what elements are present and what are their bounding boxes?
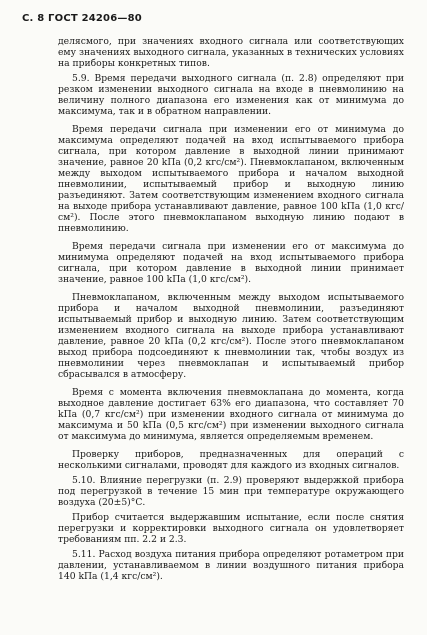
page-header: С. 8 ГОСТ 24206—80 <box>22 13 142 24</box>
paragraph: Время передачи сигнала при изменении его от минимума до максимума определяют подачей на вход испытываемого прибора сигнала, при котором давление в выходной линии принимают значение, равное 20 kПа (0,2 кгс/см²). Пневмоклапаном, включенным между выходом испытываемого прибора и началом выходной пневмолинии, испытываемый прибор и выходную линию разъединяют. Затем соответствующим изменением входного сигнала на выходе прибора устанавливают давление, равное 100 kПа (1,0 кгс/см²). После этого пневмоклапаном выходную линию подают в пневмолинию. <box>58 124 404 234</box>
paragraph: 5.9. Время передачи выходного сигнала (п. 2.8) определяют при резком изменении выходного сигнала на входе в пневмолинию на величину полного диапазона его изменения как от минимума до максимума, так и в обратном направлении. <box>58 73 404 117</box>
paragraph: 5.10. Влияние перегрузки (п. 2.9) проверяют выдержкой прибора под перегрузкой в течение 15 мин при температуре окружающего воздуха (20±5)°С. <box>58 475 404 508</box>
paragraph: Проверку приборов, предназначенных для операций с несколькими сигналами, проводят для каждого из входных сигналов. <box>58 449 404 471</box>
body-text <box>58 36 404 586</box>
paragraph: делясмого, при значениях входного сигнала или соответствующих ему значениях выходного сигнала, указанных в технических условиях на приборы конкретных типов. <box>58 36 404 69</box>
paragraph: Прибор считается выдержавшим испытание, если после снятия перегрузки и корректировки выходного сигнала он удовлетворяет требованиям пп. 2.2 и 2.3. <box>58 512 404 545</box>
paragraph: 5.11. Расход воздуха питания прибора определяют ротаметром при давлении, устанавливаемом в линии воздушного питания прибора 140 kПа (1,4 кгс/см²). <box>58 549 404 582</box>
paragraph: Время передачи сигнала при изменении его от максимума до минимума определяют подачей на вход испытываемого прибора сигнала, при котором давление в выходной линии принимает значение, равное 100 kПа (1,0 кгс/см²). <box>58 241 404 285</box>
paragraph: Пневмоклапаном, включенным между выходом испытываемого прибора и началом выходной пневмолинии, разъединяют испытываемый прибор и выходную линию. Затем соответствующим изменением входного сигнала на выходе прибора устанавливают давление, равное 20 kПа (0,2 кгс/см²). После этого пневмоклапаном выход прибора подсоединяют к пневмолинии так, чтобы воздух из пневмолинии через пневмоклапан и испытываемый прибор сбрасывался в атмосферу. <box>58 292 404 380</box>
paragraph: Время с момента включения пневмоклапана до момента, когда выходное давление достигает 63% его диапазона, что составляет 70 kПа (0,7 кгс/см²) при изменении входного сигнала от минимума до максимума и 50 kПа (0,5 кгс/см²) при изменении выходного сигнала от максимума до минимума, является определяемым временем. <box>58 387 404 442</box>
